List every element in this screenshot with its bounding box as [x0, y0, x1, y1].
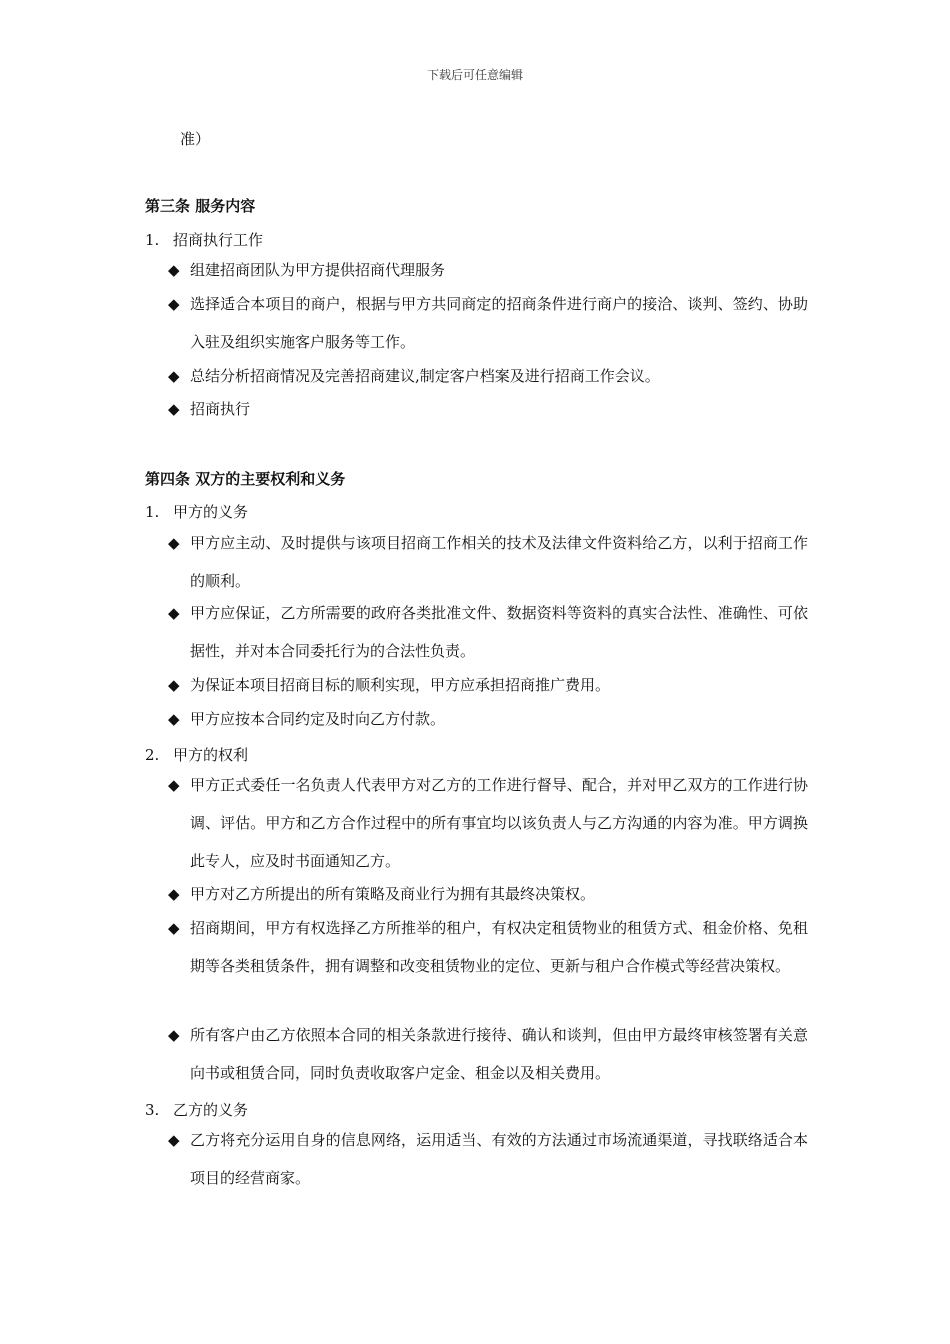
section-3-title: 第三条 服务内容 — [145, 197, 256, 215]
diamond-bullet-icon: ◆ — [168, 295, 180, 313]
bullet-item — [168, 251, 808, 289]
item-number: 3. — [145, 1101, 160, 1119]
diamond-bullet-icon: ◆ — [168, 885, 180, 903]
bullet-text: 甲方应保证，乙方所需要的政府各类批准文件、数据资料等资料的真实合法性、准确性、可依据性，并对本合同委托行为的合法性负责。 — [190, 604, 808, 660]
bullet-text: 所有客户由乙方依照本合同的相关条款进行接待、确认和谈判，但由甲方最终审核签署有关意向书或租赁合同，同时负责收取客户定金、租金以及相关费用。 — [190, 1026, 808, 1082]
diamond-bullet-icon: ◆ — [168, 400, 180, 418]
bullet-text: 甲方应主动、及时提供与该项目招商工作相关的技术及法律文件资料给乙方，以利于招商工作的顺利。 — [190, 534, 808, 590]
bullet-text: 甲方对乙方所提出的所有策略及商业行为拥有其最终决策权。 — [190, 885, 596, 903]
section-4-item-2 — [145, 744, 248, 765]
item-label: 甲方的义务 — [173, 503, 249, 521]
item-number: 1. — [145, 231, 160, 249]
bullet-item — [168, 700, 808, 738]
bullet-item — [168, 1121, 808, 1197]
bullet-text: 选择适合本项目的商户，根据与甲方共同商定的招商条件进行商户的接洽、谈判、签约、协助入驻及组织实施客户服务等工作。 — [190, 295, 808, 351]
bullet-item — [168, 285, 808, 361]
diamond-bullet-icon: ◆ — [168, 710, 180, 728]
bullet-item — [168, 1016, 808, 1092]
item-number: 2. — [145, 746, 160, 764]
diamond-bullet-icon: ◆ — [168, 604, 180, 622]
section-4-item-1 — [145, 501, 248, 522]
diamond-bullet-icon: ◆ — [168, 919, 180, 937]
diamond-bullet-icon: ◆ — [168, 776, 180, 794]
page-header: 下载后可任意编辑 — [426, 68, 523, 82]
item-label: 甲方的权利 — [173, 746, 249, 764]
bullet-item — [168, 594, 808, 670]
section-4-item-3 — [145, 1099, 248, 1120]
diamond-bullet-icon: ◆ — [168, 676, 180, 694]
bullet-item — [168, 909, 808, 985]
bullet-text: 招商期间，甲方有权选择乙方所推举的租户，有权决定租赁物业的租赁方式、租金价格、免租期等各类租赁条件，拥有调整和改变租赁物业的定位、更新与租户合作模式等经营决策权。 — [190, 919, 808, 975]
section-3-item-1 — [145, 229, 263, 250]
diamond-bullet-icon: ◆ — [168, 367, 180, 385]
bullet-text: 招商执行 — [190, 400, 251, 418]
bullet-item — [168, 390, 808, 428]
item-number: 1. — [145, 503, 160, 521]
bullet-item — [168, 766, 808, 880]
bullet-item — [168, 524, 808, 600]
continuation-text: 准） — [180, 130, 211, 148]
bullet-text: 甲方正式委任一名负责人代表甲方对乙方的工作进行督导、配合，并对甲乙双方的工作进行协调、评估。甲方和乙方合作过程中的所有事宜均以该负责人与乙方沟通的内容为准。甲方调换此专人，应及时书面通知乙方。 — [190, 776, 808, 870]
bullet-text: 甲方应按本合同约定及时向乙方付款。 — [190, 710, 446, 728]
section-4-title: 第四条 双方的主要权利和义务 — [145, 470, 346, 488]
bullet-text: 组建招商团队为甲方提供招商代理服务 — [190, 261, 446, 279]
bullet-text: 总结分析招商情况及完善招商建议,制定客户档案及进行招商工作会议。 — [190, 367, 660, 385]
diamond-bullet-icon: ◆ — [168, 1131, 180, 1149]
diamond-bullet-icon: ◆ — [168, 261, 180, 279]
bullet-text: 为保证本项目招商目标的顺利实现，甲方应承担招商推广费用。 — [190, 676, 611, 694]
bullet-text: 乙方将充分运用自身的信息网络，运用适当、有效的方法通过市场流通渠道，寻找联络适合本项目的经营商家。 — [190, 1131, 808, 1187]
bullet-item — [168, 666, 808, 704]
item-label: 乙方的义务 — [173, 1101, 249, 1119]
diamond-bullet-icon: ◆ — [168, 534, 180, 552]
diamond-bullet-icon: ◆ — [168, 1026, 180, 1044]
item-label: 招商执行工作 — [173, 231, 264, 249]
bullet-item — [168, 875, 808, 913]
